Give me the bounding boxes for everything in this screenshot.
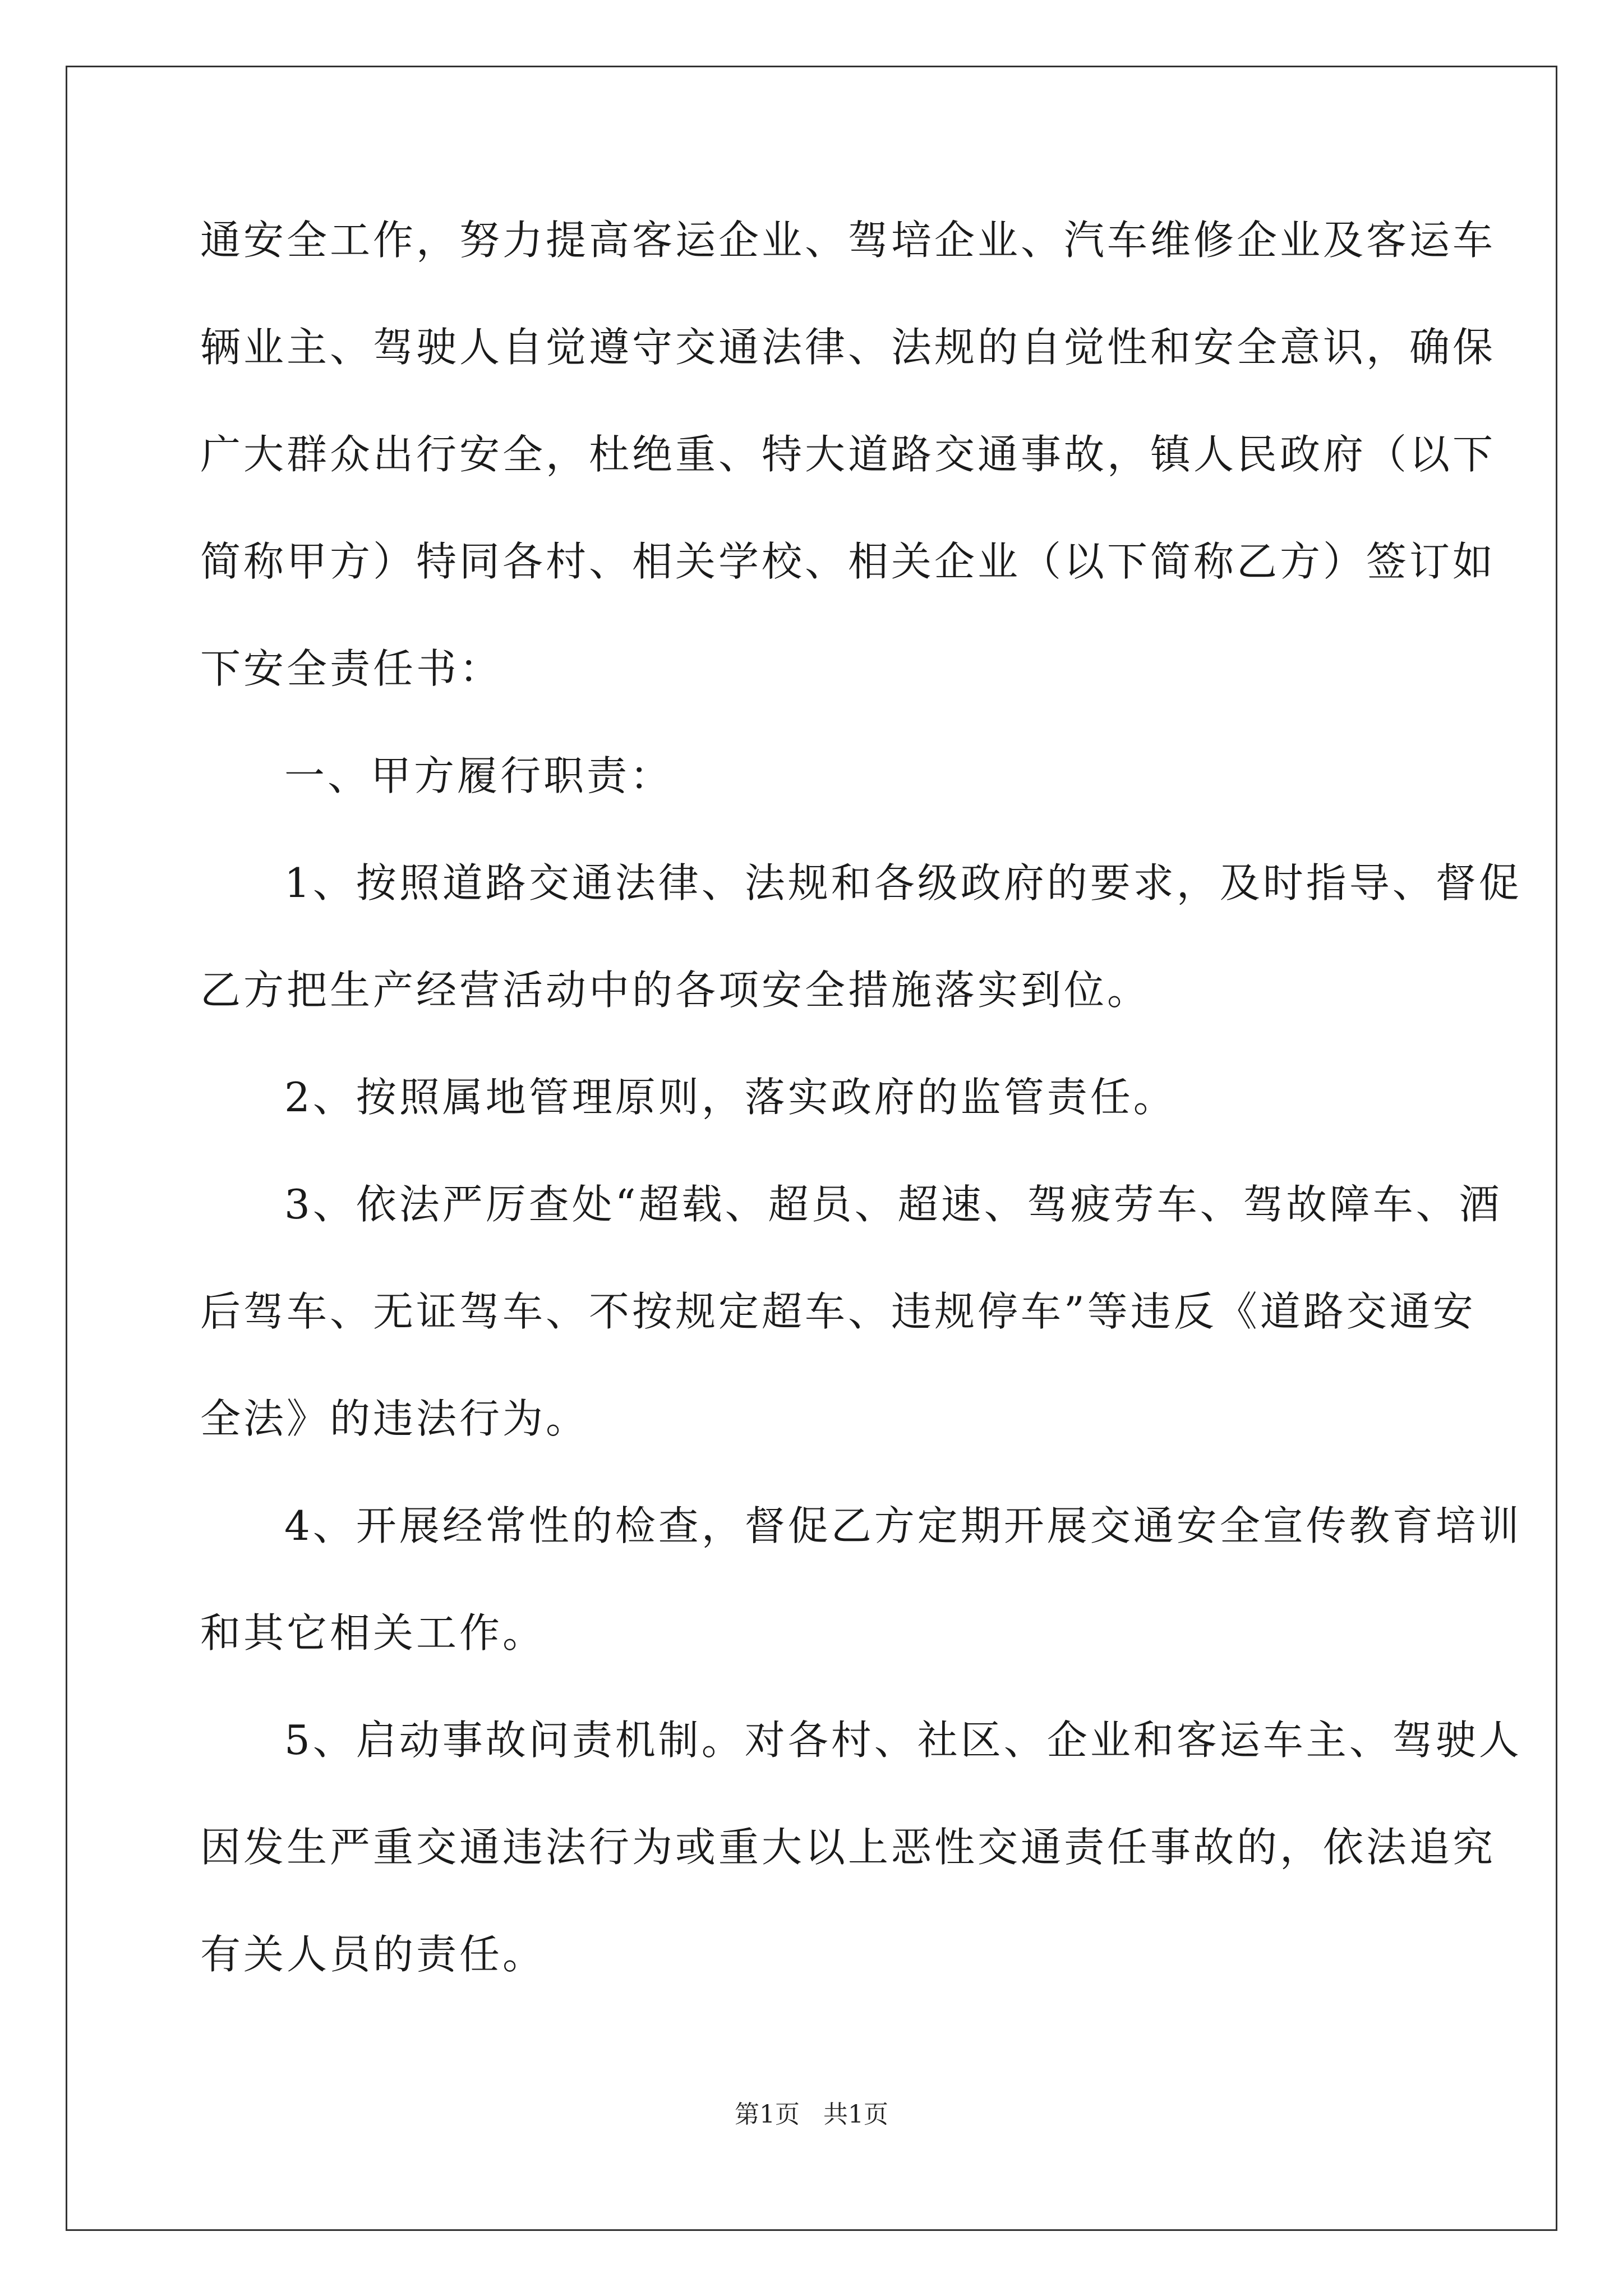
text-line: 和其它相关工作。 — [200, 1609, 546, 1657]
text-line: 辆业主、驾驶人自觉遵守交通法律、法规的自觉性和安全意识，确保 — [200, 324, 1496, 371]
text-line: 简称甲方）特同各村、相关学校、相关企业（以下简称乙方）签订如 — [200, 538, 1496, 585]
text-line: 4、开展经常性的检查，督促乙方定期开展交通安全宣传教育培训 — [284, 1502, 1522, 1549]
text-line: 有关人员的责任。 — [200, 1931, 546, 1978]
text-line: 后驾车、无证驾车、不按规定超车、违规停车”等违反《道路交通安 — [200, 1288, 1476, 1335]
section-heading: 一、甲方履行职责： — [284, 752, 674, 799]
text-line: 1、按照道路交通法律、法规和各级政府的要求，及时指导、督促 — [284, 859, 1522, 907]
text-line: 广大群众出行安全，杜绝重、特大道路交通事故，镇人民政府（以下 — [200, 431, 1496, 478]
text-line: 下安全责任书： — [200, 645, 503, 692]
text-line: 因发生严重交通违法行为或重大以上恶性交通责任事故的，依法追究 — [200, 1824, 1496, 1871]
page-footer: 第1页 共1页 — [735, 2100, 888, 2129]
text-line: 5、启动事故问责机制。对各村、社区、企业和客运车主、驾驶人 — [284, 1717, 1522, 1764]
text-line: 乙方把生产经营活动中的各项安全措施落实到位。 — [200, 967, 1151, 1014]
text-line: 3、依法严厉查处“超载、超员、超速、驾疲劳车、驾故障车、酒 — [284, 1181, 1502, 1228]
text-line: 2、按照属地管理原则，落实政府的监管责任。 — [284, 1074, 1177, 1121]
document-body — [200, 213, 1522, 2035]
text-line: 通安全工作，努力提高客运企业、驾培企业、汽车维修企业及客运车 — [200, 217, 1496, 264]
text-line: 全法》的违法行为。 — [200, 1395, 589, 1442]
